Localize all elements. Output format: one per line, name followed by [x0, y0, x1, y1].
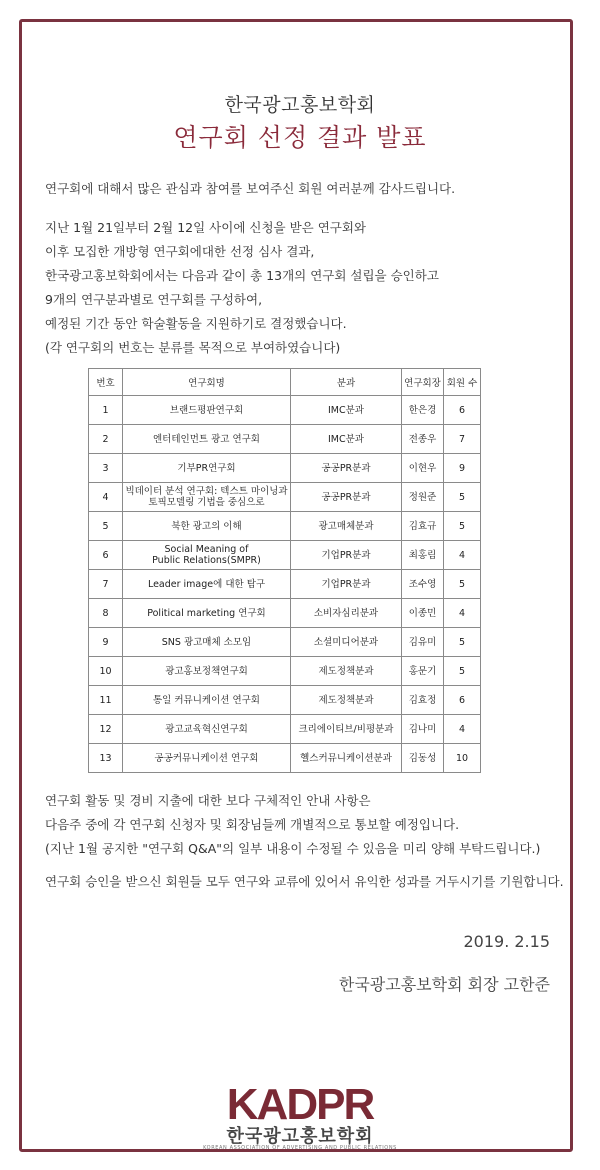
intro-line: 연구회에 대해서 많은 관심과 참여를 보여주신 회원 여러분께 감사드립니다. — [45, 181, 456, 196]
body-line: 예정된 기간 동안 학술활동을 지원하기로 결정했습니다. — [45, 316, 347, 331]
cell-num: 5 — [89, 512, 123, 541]
cell-chair: 최홍림 — [402, 541, 444, 570]
cell-name: 브랜드평판연구회 — [123, 396, 291, 425]
body-line: 지난 1월 21일부터 2월 12일 사이에 신청을 받은 연구회와 — [45, 220, 367, 235]
cell-division: 제도정책분과 — [291, 686, 402, 715]
cell-num: 11 — [89, 686, 123, 715]
cell-num: 3 — [89, 454, 123, 483]
cell-chair: 조수영 — [402, 570, 444, 599]
table-row — [89, 686, 481, 715]
cell-name: 빅데이터 분석 연구회: 텍스트 마이닝과 토픽모델링 기법을 중심으로 — [123, 483, 291, 512]
body-line: (각 연구회의 번호는 분류를 목적으로 부여하였습니다) — [45, 340, 341, 355]
logo-mark: KADPR — [226, 1080, 374, 1129]
body-line: 9개의 연구분과별로 연구회를 구성하여, — [45, 292, 263, 307]
col-header-num: 번호 — [89, 369, 123, 396]
cell-num: 9 — [89, 628, 123, 657]
notice-line: 다음주 중에 각 연구회 신청자 및 회장님들께 개별적으로 통보할 예정입니다. — [45, 817, 460, 832]
cell-name: 광고홍보정책연구회 — [123, 657, 291, 686]
cell-members: 4 — [444, 541, 481, 570]
table-row — [89, 512, 481, 541]
cell-chair: 한은경 — [402, 396, 444, 425]
cell-members: 5 — [444, 657, 481, 686]
table-row — [89, 483, 481, 512]
cell-num: 13 — [89, 744, 123, 773]
notice-line: 연구회 활동 및 경비 지출에 대한 보다 구체적인 안내 사항은 — [45, 793, 371, 808]
cell-chair: 이현우 — [402, 454, 444, 483]
table-row — [89, 570, 481, 599]
body-paragraph — [45, 216, 565, 360]
cell-members: 9 — [444, 454, 481, 483]
notice-paragraph — [45, 789, 565, 861]
cell-division: IMC분과 — [291, 396, 402, 425]
cell-members: 5 — [444, 483, 481, 512]
col-header-name: 연구회명 — [123, 369, 291, 396]
cell-members: 10 — [444, 744, 481, 773]
cell-name: 기부PR연구회 — [123, 454, 291, 483]
cell-members: 4 — [444, 715, 481, 744]
cell-chair: 김효규 — [402, 512, 444, 541]
cell-num: 12 — [89, 715, 123, 744]
closing-line: 연구회 승인을 받으신 회원들 모두 연구와 교류에 있어서 유익한 성과를 거두시기를 기원합니다. — [45, 874, 564, 889]
table-row — [89, 715, 481, 744]
cell-division: 공공PR분과 — [291, 454, 402, 483]
logo-org-name: 한국광고홍보학회 — [226, 1126, 374, 1147]
cell-name: Political marketing 연구회 — [123, 599, 291, 628]
cell-name: Leader image에 대한 탐구 — [123, 570, 291, 599]
closing-paragraph — [45, 870, 565, 894]
cell-name: Social Meaning of Public Relations(SMPR) — [123, 541, 291, 570]
table-row — [89, 541, 481, 570]
col-header-division: 분과 — [291, 369, 402, 396]
cell-num: 4 — [89, 483, 123, 512]
cell-division: 기업PR분과 — [291, 541, 402, 570]
cell-num: 6 — [89, 541, 123, 570]
cell-chair: 전종우 — [402, 425, 444, 454]
notice-line: (지난 1월 공지한 "연구회 Q&A"의 일부 내용이 수정될 수 있음을 미리 양해 부탁드립니다.) — [45, 841, 541, 856]
col-header-chair: 연구회장 — [402, 369, 444, 396]
cell-division: 공공PR분과 — [291, 483, 402, 512]
results-table — [88, 368, 481, 773]
cell-chair: 정원준 — [402, 483, 444, 512]
cell-name: 공공커뮤니케이션 연구회 — [123, 744, 291, 773]
cell-division: 기업PR분과 — [291, 570, 402, 599]
cell-num: 2 — [89, 425, 123, 454]
kadpr-logo-icon — [220, 1075, 380, 1165]
table-row — [89, 396, 481, 425]
cell-name: 북한 광고의 이해 — [123, 512, 291, 541]
cell-chair: 홍문기 — [402, 657, 444, 686]
body-line: 이후 모집한 개방형 연구회에대한 선정 심사 결과, — [45, 244, 315, 259]
cell-division: IMC분과 — [291, 425, 402, 454]
table-row — [89, 744, 481, 773]
table-row — [89, 599, 481, 628]
cell-name: 엔터테인먼트 광고 연구회 — [123, 425, 291, 454]
table-row — [89, 454, 481, 483]
cell-members: 4 — [444, 599, 481, 628]
cell-chair: 김유미 — [402, 628, 444, 657]
cell-division: 크리에이티브/비평분과 — [291, 715, 402, 744]
cell-members: 5 — [444, 570, 481, 599]
cell-chair: 김효정 — [402, 686, 444, 715]
cell-num: 1 — [89, 396, 123, 425]
cell-members: 6 — [444, 396, 481, 425]
cell-division: 소셜미디어분과 — [291, 628, 402, 657]
table-row — [89, 657, 481, 686]
page-title: 연구회 선정 결과 발표 — [173, 123, 427, 152]
cell-num: 7 — [89, 570, 123, 599]
org-heading: 한국광고홍보학회 — [224, 94, 376, 116]
cell-chair: 이종민 — [402, 599, 444, 628]
cell-division: 제도정책분과 — [291, 657, 402, 686]
cell-members: 7 — [444, 425, 481, 454]
cell-name: 통일 커뮤니케이션 연구회 — [123, 686, 291, 715]
cell-division: 헬스커뮤니케이션분과 — [291, 744, 402, 773]
cell-chair: 김동성 — [402, 744, 444, 773]
intro-paragraph — [45, 177, 565, 201]
signature: 한국광고홍보학회 회장 고한준 — [338, 975, 550, 994]
date: 2019. 2.15 — [463, 932, 550, 951]
col-header-members: 회원 수 — [444, 369, 481, 396]
cell-members: 5 — [444, 512, 481, 541]
cell-members: 6 — [444, 686, 481, 715]
cell-num: 10 — [89, 657, 123, 686]
cell-name: 광고교육혁신연구회 — [123, 715, 291, 744]
table-header-row — [89, 369, 481, 396]
table-row — [89, 425, 481, 454]
cell-division: 소비자심리분과 — [291, 599, 402, 628]
body-line: 한국광고홍보학회에서는 다음과 같이 총 13개의 연구회 설립을 승인하고 — [45, 268, 439, 283]
cell-num: 8 — [89, 599, 123, 628]
cell-members: 5 — [444, 628, 481, 657]
logo-subtitle: KOREAN ASSOCIATION OF ADVERTISING AND PUBLIC RELATIONS — [203, 1145, 397, 1151]
cell-division: 광고매체분과 — [291, 512, 402, 541]
cell-name: SNS 광고매체 소모임 — [123, 628, 291, 657]
table-row — [89, 628, 481, 657]
cell-chair: 김나미 — [402, 715, 444, 744]
